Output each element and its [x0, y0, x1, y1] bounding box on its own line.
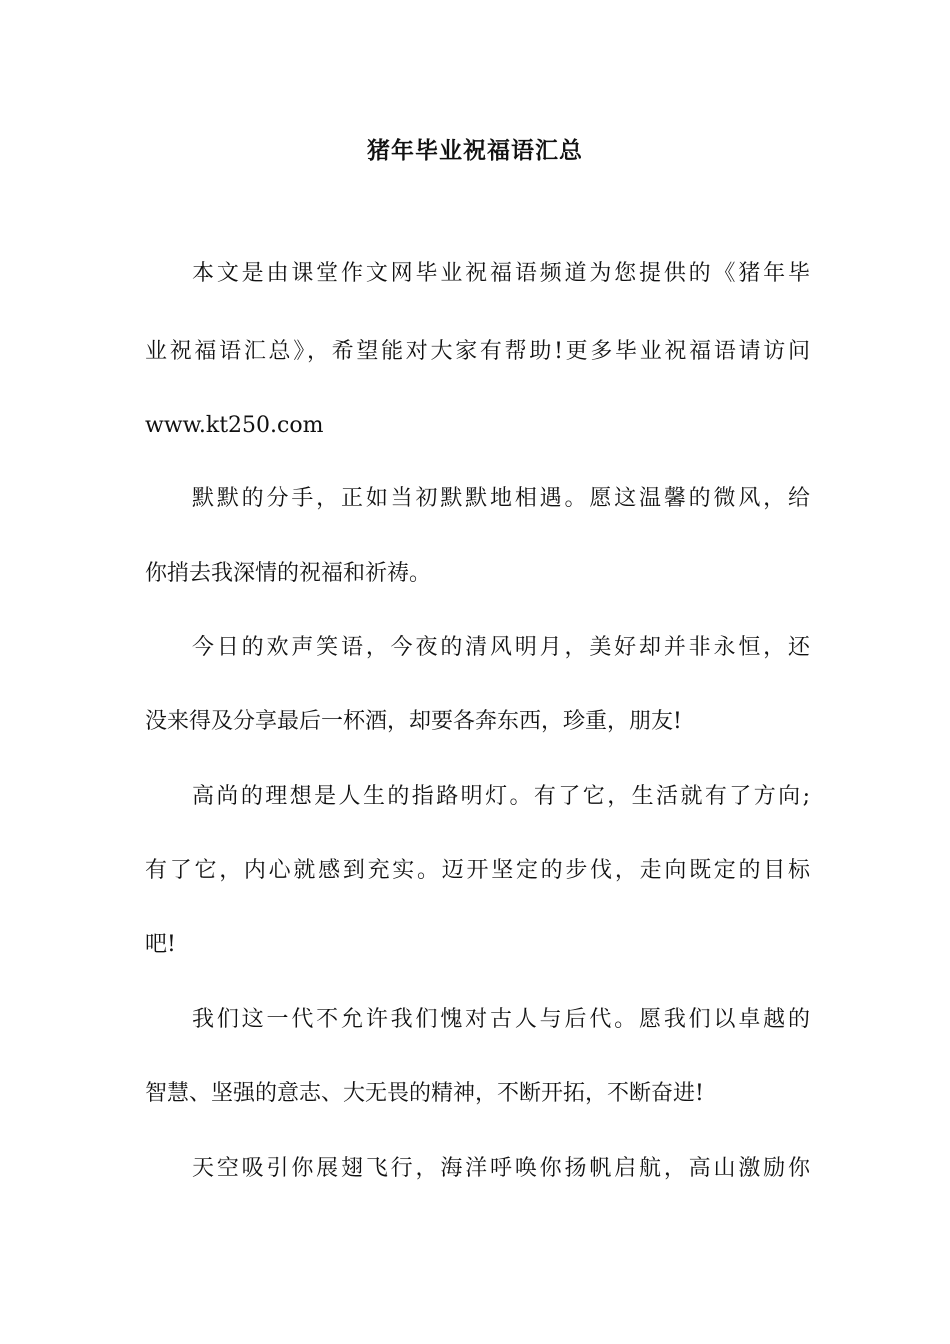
paragraph-1-line-1: 默默的分手，正如当初默默地相遇。愿这温馨的微风，给: [192, 486, 810, 511]
paragraph-3-line-3: 吧!: [145, 932, 176, 957]
paragraph-intro-line-2: 业祝福语汇总》，希望能对大家有帮助!更多毕业祝福语请访问: [145, 339, 810, 364]
paragraph-4-line-2: 智慧、坚强的意志、大无畏的精神，不断开拓，不断奋进!: [145, 1081, 704, 1106]
paragraph-2-line-2: 没来得及分享最后一杯酒，却要各奔东西，珍重，朋友!: [145, 709, 682, 734]
paragraph-4-line-1: 我们这一代不允许我们愧对古人与后代。愿我们以卓越的: [192, 1007, 810, 1032]
document-title: 猪年毕业祝福语汇总: [367, 137, 583, 164]
paragraph-3-line-1: 高尚的理想是人生的指路明灯。有了它，生活就有了方向;: [192, 784, 810, 809]
paragraph-3-line-2: 有了它，内心就感到充实。迈开坚定的步伐，走向既定的目标: [145, 858, 810, 883]
paragraph-intro-line-1: 本文是由课堂作文网毕业祝福语频道为您提供的《猪年毕: [192, 261, 810, 286]
paragraph-5-line-1: 天空吸引你展翅飞行，海洋呼唤你扬帆启航，高山激励你: [192, 1156, 810, 1181]
paragraph-2-line-1: 今日的欢声笑语，今夜的清风明月，美好却并非永恒，还: [192, 635, 810, 660]
paragraph-intro-url: www.kt250.com: [145, 413, 324, 438]
paragraph-1-line-2: 你捎去我深情的祝福和祈祷。: [145, 561, 432, 586]
